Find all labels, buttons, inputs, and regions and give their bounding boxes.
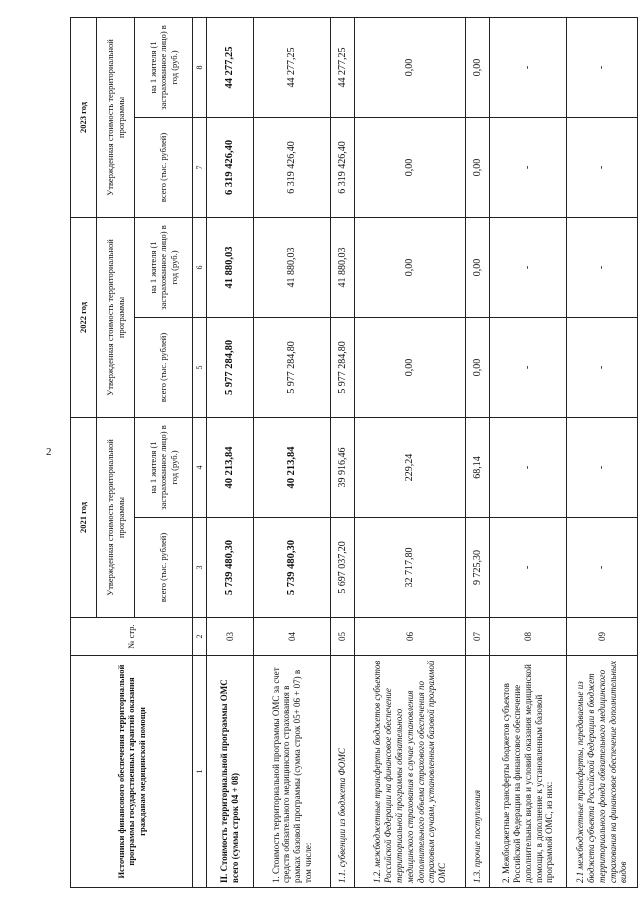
header-per-capita-2023: на 1 жителя (1 застрахованное лицо) в год (руб.)	[135, 17, 193, 117]
header-per-capita-2022: на 1 жителя (1 застрахованное лицо) в год (руб.)	[135, 217, 193, 317]
cell-value: 41 880,03	[254, 217, 331, 317]
header-total-2022: всего (тыс. рублей)	[135, 317, 193, 417]
table-row	[207, 17, 254, 887]
cell-value: -	[567, 217, 638, 317]
cell-value: 5 977 284,80	[254, 317, 331, 417]
cell-value: 40 213,84	[207, 417, 254, 517]
cell-value: -	[490, 217, 567, 317]
cell-value: 5 739 480,30	[254, 518, 331, 618]
column-number: 4	[193, 417, 207, 517]
cell-value: 40 213,84	[254, 417, 331, 517]
row-label: 1. Стоимость территориальной программы ОМС за счет средств обязательного медицинского страхования в рамках базовой программы (сумма строк 05+ 06 + 07) в том числе:	[254, 656, 331, 888]
cell-value: 0,00	[466, 317, 490, 417]
cell-value: 6 319 426,40	[207, 117, 254, 217]
page-number: 2	[46, 446, 52, 458]
column-number: 8	[193, 17, 207, 117]
table-row	[254, 17, 331, 887]
row-number: 07	[466, 618, 490, 656]
column-number: 6	[193, 217, 207, 317]
cell-value: -	[567, 17, 638, 117]
header-source: Источники финансового обеспечения территориальной программы государственных гарантий оказания гражданам медицинской помощи	[71, 656, 193, 888]
cell-value: 41 880,03	[331, 217, 355, 317]
cell-value: -	[567, 117, 638, 217]
header-year-2023: 2023 год	[71, 17, 97, 217]
cell-value: 6 319 426,40	[331, 117, 355, 217]
cell-value: -	[490, 117, 567, 217]
header-per-capita-2021: на 1 жителя (1 застрахованное лицо) в год (руб.)	[135, 417, 193, 517]
row-number: 04	[254, 618, 331, 656]
cell-value: 0,00	[466, 117, 490, 217]
header-total-2023: всего (тыс. рублей)	[135, 117, 193, 217]
column-number: 3	[193, 518, 207, 618]
cell-value: 44 277,25	[207, 17, 254, 117]
header-approved-cost-2023: Утвержденная стоимость территориальной программы	[97, 17, 135, 217]
cell-value: -	[567, 317, 638, 417]
cell-value: 44 277,25	[254, 17, 331, 117]
cell-value: 229,24	[354, 417, 466, 517]
cell-value: 32 717,80	[354, 518, 466, 618]
row-label: 2. Межбюджетные трансферты бюджетов субъектов Российской Федерации на финансовое обеспечение дополнительных видов и условий оказания медицинской помощи, в дополнение к установленным базовой программой ОМС, из них:	[490, 656, 567, 888]
cell-value: -	[490, 417, 567, 517]
cell-value: 5 697 037,20	[331, 518, 355, 618]
table-row	[466, 17, 490, 887]
cell-value: 5 739 480,30	[207, 518, 254, 618]
cell-value: 5 977 284,80	[207, 317, 254, 417]
header-row-no: № стр.	[71, 618, 193, 656]
table-row	[567, 17, 638, 887]
rotated-table-frame	[70, 18, 638, 888]
column-number: 2	[193, 618, 207, 656]
cell-value: 0,00	[466, 217, 490, 317]
row-label: 2.1 межбюджетные трансферты, передаваемые из бюджета субъекта Российской Федерации в бюджет территориального фонда обязательного медицинского страхования на финансовое обеспечение дополнительных видов	[567, 656, 638, 888]
cell-value: 0,00	[466, 17, 490, 117]
row-label: II. Стоимость территориальной программы ОМС всего (сумма строк 04 + 08)	[207, 656, 254, 888]
cell-value: 6 319 426,40	[254, 117, 331, 217]
row-number: 03	[207, 618, 254, 656]
header-approved-cost-2021: Утвержденная стоимость территориальной программы	[97, 417, 135, 617]
table-row	[490, 17, 567, 887]
cell-value: 9 725,30	[466, 518, 490, 618]
column-number: 7	[193, 117, 207, 217]
row-number: 08	[490, 618, 567, 656]
row-number: 09	[567, 618, 638, 656]
cell-value: -	[490, 17, 567, 117]
row-number: 05	[331, 618, 355, 656]
column-number: 5	[193, 317, 207, 417]
table-row	[354, 17, 466, 887]
cell-value: 0,00	[354, 217, 466, 317]
row-label: 1.2. межбюджетные трансферты бюджетов субъектов Российской Федерации на финансовое обеспечение территориальной программы обязательного медицинского страхования в случае установления дополнительного объема страхового обеспечения по страховым случаям, установленным базовой программой ОМС	[354, 656, 466, 888]
header-year-2022: 2022 год	[71, 217, 97, 417]
rotated-table-area	[70, 18, 638, 888]
header-year-2021: 2021 год	[71, 417, 97, 617]
cell-value: 41 880,03	[207, 217, 254, 317]
cell-value: -	[567, 417, 638, 517]
financing-table	[70, 17, 638, 888]
cell-value: -	[490, 518, 567, 618]
column-number: 1	[193, 656, 207, 888]
cell-value: -	[567, 518, 638, 618]
cell-value: 0,00	[354, 17, 466, 117]
cell-value: 39 916,46	[331, 417, 355, 517]
row-number: 06	[354, 618, 466, 656]
table-row	[331, 17, 355, 887]
row-label: 1.1. субвенции из бюджета ФОМС	[331, 656, 355, 888]
cell-value: 68,14	[466, 417, 490, 517]
header-total-2021: всего (тыс. рублей)	[135, 518, 193, 618]
cell-value: 0,00	[354, 117, 466, 217]
cell-value: 5 977 284,80	[331, 317, 355, 417]
cell-value: 44 277,25	[331, 17, 355, 117]
row-label: 1.3. прочие поступления	[466, 656, 490, 888]
header-approved-cost-2022: Утвержденная стоимость территориальной программы	[97, 217, 135, 417]
cell-value: 0,00	[354, 317, 466, 417]
cell-value: -	[490, 317, 567, 417]
